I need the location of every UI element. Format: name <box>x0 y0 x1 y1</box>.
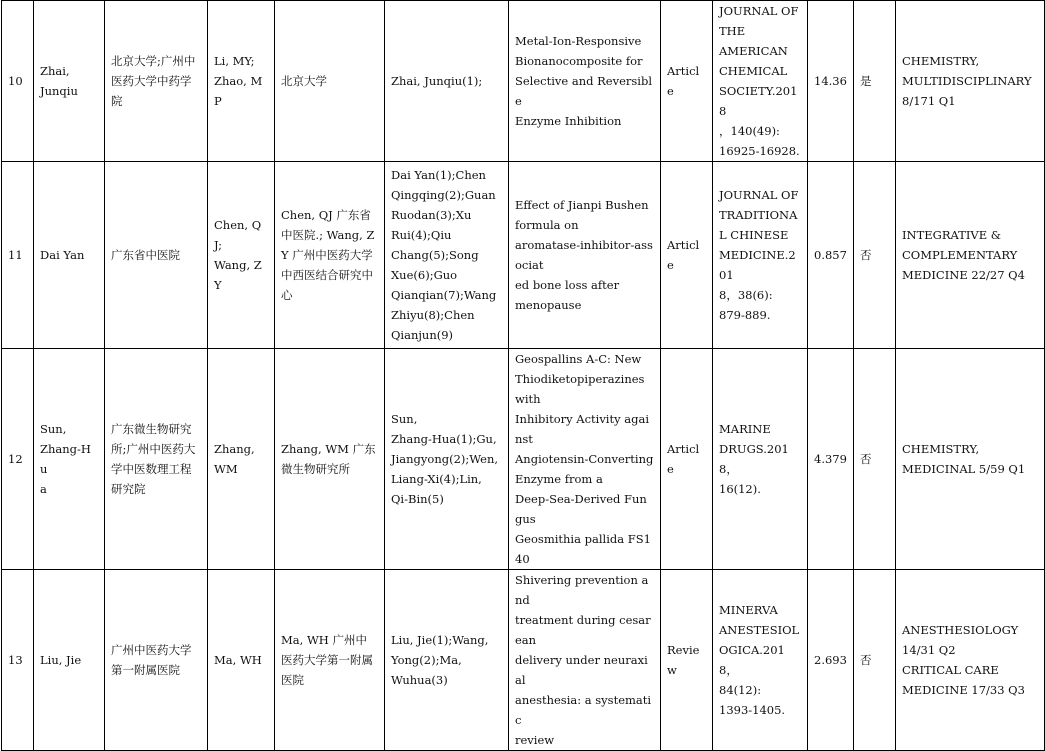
paper-type: Article <box>661 1 713 162</box>
corresponding-author: Ma, WH <box>208 570 275 751</box>
paper-title: Geospallins A-C: New Thiodiketopiperazines with Inhibitory Activity against Angiotensin-Converting Enzyme from a Deep-Sea-Derived Fungus Geosmithia pallida FS140 <box>509 349 661 570</box>
author-unit: 广东微生物研究所;广州中医药大学中医数理工程研究院 <box>105 349 208 570</box>
first-unit-flag: 是 <box>854 1 896 162</box>
corresponding-unit: 北京大学 <box>275 1 385 162</box>
paper-type: Article <box>661 162 713 349</box>
corresponding-author: Li, MY; Zhao, MP <box>208 1 275 162</box>
all-authors: Liu, Jie(1);Wang, Yong(2);Ma, Wuhua(3) <box>385 570 509 751</box>
impact-factor: 0.857 <box>808 162 854 349</box>
impact-factor: 14.36 <box>808 1 854 162</box>
paper-title: Metal-Ion-Responsive Bionanocomposite for Selective and Reversible Enzyme Inhibition <box>509 1 661 162</box>
paper-title: Shivering prevention and treatment during cesarean delivery under neuraxial anesthesia: a systematic review <box>509 570 661 751</box>
all-authors: Zhai, Junqiu(1); <box>385 1 509 162</box>
subject-category: CHEMISTRY, MEDICINAL 5/59 Q1 <box>896 349 1045 570</box>
corresponding-author: Chen, QJ; Wang, ZY <box>208 162 275 349</box>
paper-list-table <box>1 0 1045 751</box>
journal-info: JOURNAL OF THE AMERICAN CHEMICAL SOCIETY.2018 ，140(49): 16925-16928. <box>713 1 808 162</box>
corresponding-unit: Zhang, WM 广东微生物研究所 <box>275 349 385 570</box>
first-unit-flag: 否 <box>854 162 896 349</box>
journal-info: JOURNAL OF TRADITIONA L CHINESE MEDICINE.201 8，38(6): 879-889. <box>713 162 808 349</box>
first-author: Zhai, Junqiu <box>34 1 105 162</box>
row-number: 13 <box>2 570 34 751</box>
first-author: Sun, Zhang-Hu a <box>34 349 105 570</box>
paper-title: Effect of Jianpi Bushen formula on aromatase-inhibitor-associat ed bone loss after menopause <box>509 162 661 349</box>
first-unit-flag: 否 <box>854 570 896 751</box>
first-author: Liu, Jie <box>34 570 105 751</box>
row-number: 12 <box>2 349 34 570</box>
impact-factor: 2.693 <box>808 570 854 751</box>
impact-factor: 4.379 <box>808 349 854 570</box>
table-row <box>2 162 1045 349</box>
row-number: 11 <box>2 162 34 349</box>
paper-type: Article <box>661 349 713 570</box>
first-author: Dai Yan <box>34 162 105 349</box>
first-unit-flag: 否 <box>854 349 896 570</box>
paper-type: Review <box>661 570 713 751</box>
all-authors: Sun, Zhang-Hua(1);Gu, Jiangyong(2);Wen, Liang-Xi(4);Lin, Qi-Bin(5) <box>385 349 509 570</box>
author-unit: 广州中医药大学第一附属医院 <box>105 570 208 751</box>
row-number: 10 <box>2 1 34 162</box>
author-unit: 北京大学;广州中医药大学中药学院 <box>105 1 208 162</box>
table-row <box>2 1 1045 162</box>
journal-info: MINERVA ANESTESIOL OGICA.2018， 84(12): 1393-1405. <box>713 570 808 751</box>
table-row <box>2 570 1045 751</box>
subject-category: ANESTHESIOLOGY 14/31 Q2 CRITICAL CARE MEDICINE 17/33 Q3 <box>896 570 1045 751</box>
corresponding-unit: Chen, QJ 广东省中医院.; Wang, ZY 广州中医药大学中西医结合研究中心 <box>275 162 385 349</box>
journal-info: MARINE DRUGS.2018， 16(12). <box>713 349 808 570</box>
subject-category: CHEMISTRY, MULTIDISCIPLINARY 8/171 Q1 <box>896 1 1045 162</box>
corresponding-unit: Ma, WH 广州中医药大学第一附属医院 <box>275 570 385 751</box>
corresponding-author: Zhang, WM <box>208 349 275 570</box>
author-unit: 广东省中医院 <box>105 162 208 349</box>
all-authors: Dai Yan(1);Chen Qingqing(2);Guan Ruodan(3);Xu Rui(4);Qiu Chang(5);Song Xue(6);Guo Qianqian(7);Wang Zhiyu(8);Chen Qianjun(9) <box>385 162 509 349</box>
table-row <box>2 349 1045 570</box>
subject-category: INTEGRATIVE & COMPLEMENTARY MEDICINE 22/27 Q4 <box>896 162 1045 349</box>
